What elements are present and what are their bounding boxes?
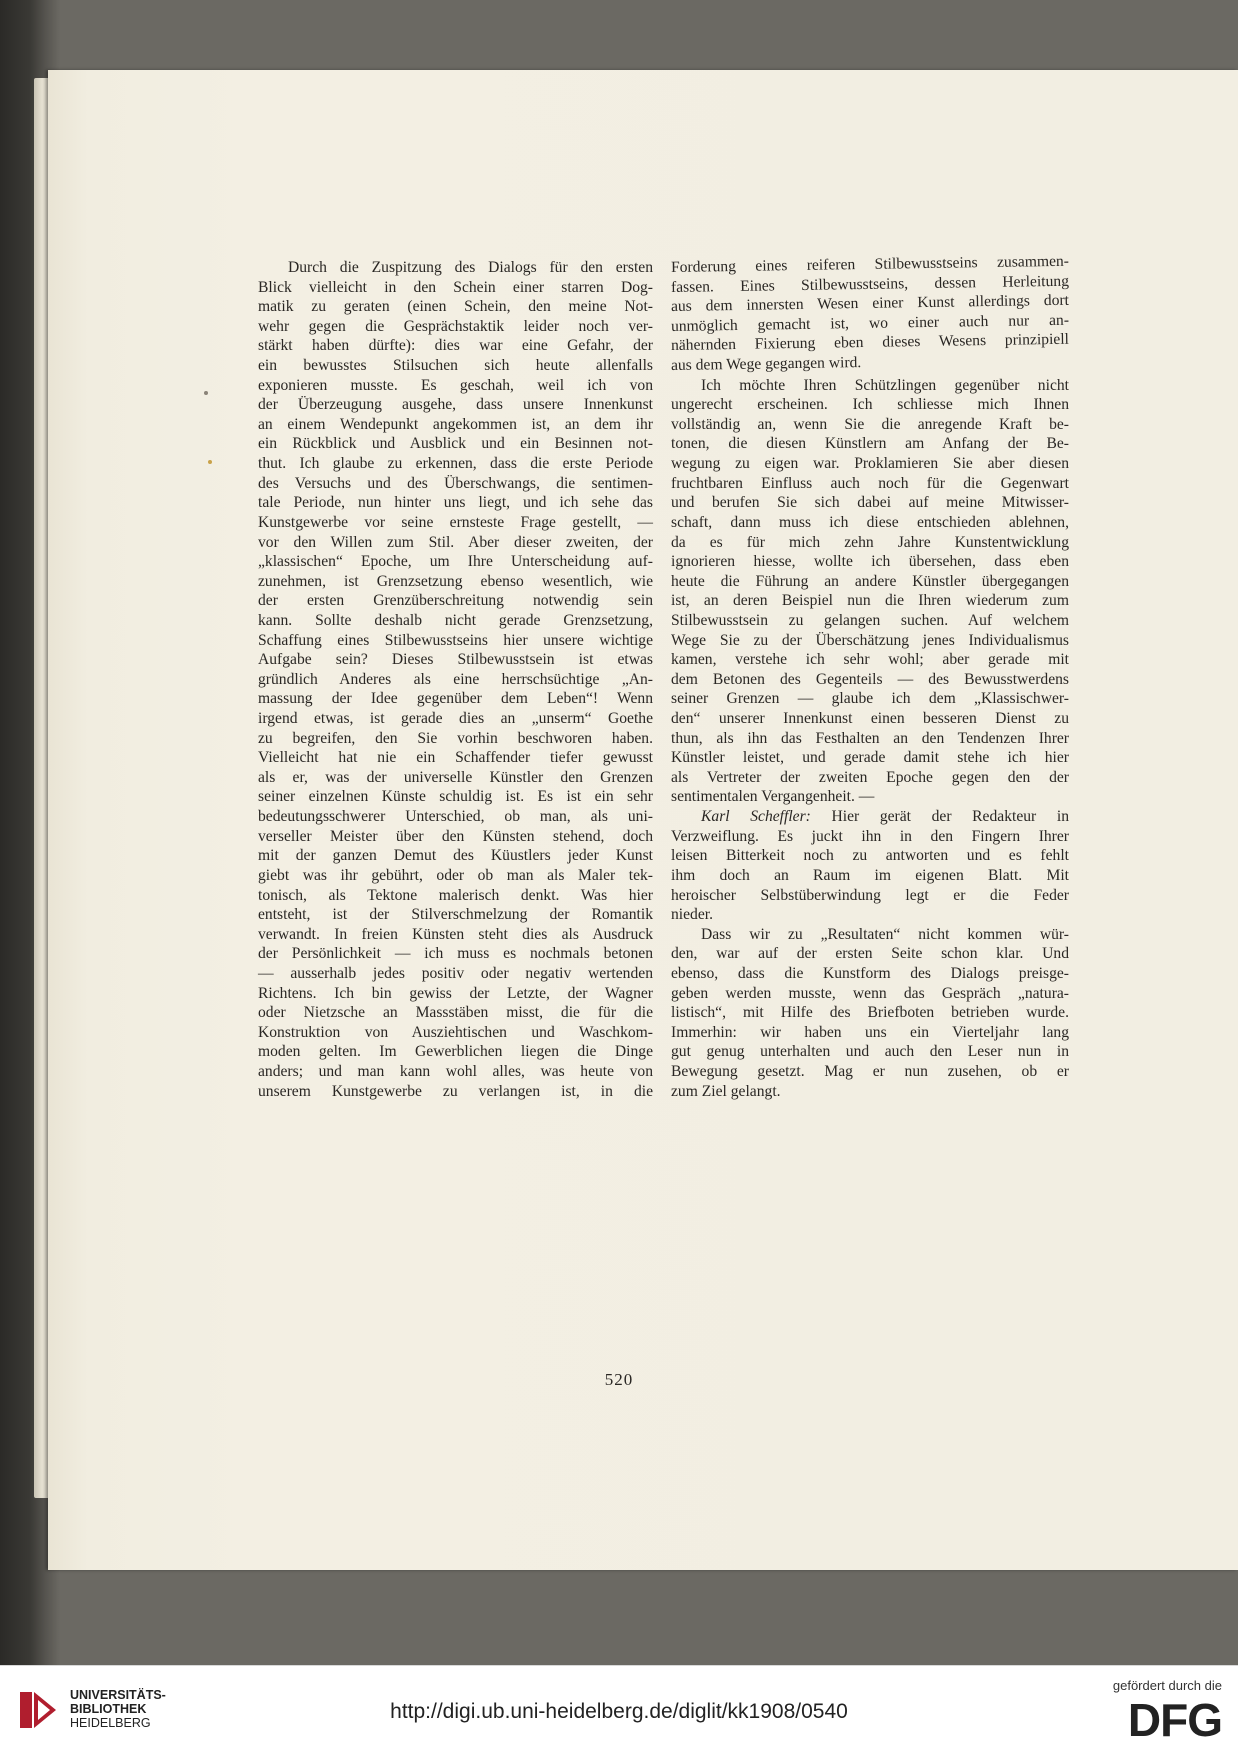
text-line: wegung zu eigen war. Proklamieren Sie aber diesen	[671, 455, 1069, 473]
left-text-column	[258, 258, 653, 1101]
text-line: Verzweiflung. Es juckt ihn in den Fingern Ihrer	[671, 827, 1069, 845]
text-line: massung der Idee gegenüber dem Leben“! Wenn	[258, 690, 653, 708]
text-line: Kunstgewerbe vor seine ernsteste Frage gestellt, —	[258, 513, 653, 531]
dfg-logo-block[interactable]	[1092, 1678, 1222, 1748]
footer-bar	[0, 1665, 1238, 1754]
funding-caption: gefördert durch die	[1112, 1678, 1222, 1693]
text-line: moden gelten. Im Gewerblichen liegen die Dinge	[258, 1043, 653, 1061]
text-line: Dass wir zu „Resultaten“ nicht kommen wür-	[701, 925, 1069, 943]
text-line: vollständig an, wenn Sie die anregende Kraft be-	[671, 415, 1069, 433]
text-line: Immerhin: wir haben uns ein Vierteljahr lang	[671, 1023, 1069, 1041]
text-line: der Persönlichkeit — ich muss es nochmals betonen	[258, 945, 653, 963]
text-line: Richtens. Ich bin gewiss der Letzte, der Wagner	[258, 984, 653, 1002]
text-line: — ausserhalb jedes positiv oder negativ wertenden	[258, 964, 653, 982]
text-line: irgend etwas, ist gerade dies an „unserm“ Goethe	[258, 710, 653, 728]
text-line: dem Betonen des Gegenteils — des Bewusstwerdens	[671, 670, 1069, 688]
text-line: ebenso, dass die Kunstform des Dialogs preisge-	[671, 964, 1069, 982]
text-line: des Versuchs und des Überschwangs, die sentimen-	[258, 474, 653, 492]
text-line: seiner Grenzen — glaube ich dem „Klassischwer-	[671, 690, 1069, 708]
text-line: fassen. Eines Stilbewusstseins, dessen Herleitung	[670, 272, 1070, 296]
text-line: kann. Sollte deshalb nicht gerade Grenzsetzung,	[258, 611, 653, 629]
text-line: Schaffung eines Stilbewusstseins hier unsere wichtige	[258, 631, 653, 649]
text-line: heute die Führung an andere Künstler übergegangen	[671, 572, 1069, 590]
text-line: stärkt haben dürfte): dies war eine Gefahr, der	[258, 337, 653, 355]
text-line: an einem Wendepunkt angekommen ist, an dem ihr	[258, 415, 653, 433]
text-line: mit der ganzen Demut des Küustlers jeder Kunst	[258, 847, 653, 865]
text-line: unserem Kunstgewerbe zu verlangen ist, in die	[258, 1082, 653, 1100]
text-line: gründlich Anderes als eine herrschsüchtige „An-	[258, 670, 653, 688]
text-line: heroischer Selbstüberwindung legt er die Feder	[671, 886, 1069, 904]
text-line: der Überzeugung ausgehe, dass unsere Innenkunst	[258, 396, 653, 414]
library-name-line: HEIDELBERG	[70, 1716, 151, 1730]
text-line: da es für mich zehn Jahre Kunstentwicklung	[671, 533, 1069, 551]
text-line: leisen Bitterkeit noch zu antworten und es fehlt	[671, 847, 1069, 865]
text-line: kamen, verstehe ich sehr wohl; aber gerade mit	[671, 651, 1069, 669]
text-line: anders; und man kann wohl alles, was heute von	[258, 1062, 653, 1080]
text-line: „klassischen“ Epoche, um Ihre Unterscheidung auf-	[258, 553, 653, 571]
text-line: nähernden Fixierung eben dieses Wesens prinzipiell	[670, 331, 1070, 355]
speaker-name: Karl Scheffler:	[701, 808, 811, 826]
text-line: Konstruktion von Ausziehtischen und Waschkom-	[258, 1023, 653, 1041]
text-line: giebt was ihr gebührt, oder ob man als Maler tek-	[258, 866, 653, 884]
text-line: matik zu geraten (einen Schein, den meine Not-	[258, 298, 653, 316]
text-line: nieder.	[671, 906, 713, 924]
library-name-line: BIBLIOTHEK	[70, 1702, 147, 1716]
speaker-text: Hier gerät der Redakteur in	[831, 808, 1069, 826]
permalink-url[interactable]: http://digi.ub.uni-heidelberg.de/diglit/kk1908/0540	[390, 1700, 848, 1723]
text-line: tale Periode, nun hinter uns liegt, und ich sehe das	[258, 494, 653, 512]
text-line: thun, als ihn das Festhalten an den Tendenzen Ihrer	[671, 729, 1069, 747]
text-line: ihm doch an Raum im eigenen Blatt. Mit	[671, 866, 1069, 884]
text-line: Vielleicht hat nie ein Schaffender tiefer gewusst	[258, 749, 653, 767]
library-name-line: UNIVERSITÄTS-	[70, 1688, 166, 1702]
text-line: listisch“, mit Hilfe des Briefboten betrieben wurde.	[671, 1004, 1069, 1022]
text-line: als Vertreter der zweiten Epoche gegen den der	[671, 768, 1069, 786]
text-line: Wege Sie zu der Überschätzung jenes Individualismus	[671, 631, 1069, 649]
text-line: tonen, die diesen Künstlern am Anfang der Be-	[671, 435, 1069, 453]
text-line: geben werden musste, wenn das Gespräch „natura-	[671, 984, 1069, 1002]
text-line: fruchtbaren Einfluss auch noch für die Gegenwart	[671, 474, 1069, 492]
dfg-logo: DFG	[1127, 1694, 1222, 1746]
margin-mark	[208, 460, 212, 464]
text-line: ein Rückblick und Ausblick und ein Besinnen not-	[258, 435, 653, 453]
text-line: den, war auf der ersten Seite schon klar. Und	[671, 945, 1069, 963]
text-line: exponieren musste. Es geschah, weil ich von	[258, 376, 653, 394]
text-line: Forderung eines reiferen Stilbewusstseins zusammen-	[670, 252, 1070, 276]
text-line: ist, an deren Beispiel nun die Ihren wiederum zum	[671, 592, 1069, 610]
page-number: 520	[604, 1370, 634, 1389]
text-line: ein bewusstes Stilsuchen sich heute allenfalls	[258, 357, 653, 375]
text-line: Durch die Zuspitzung des Dialogs für den ersten	[288, 259, 653, 276]
text-line: vor den Willen zum Stil. Aber dieser zweiten, der	[258, 533, 653, 551]
text-line: Bewegung gesetzt. Mag er nun zusehen, ob er	[671, 1062, 1069, 1080]
text-line-speaker	[671, 807, 1069, 827]
text-line: zunehmen, ist Grenzsetzung ebenso wesentlich, wie	[258, 572, 653, 590]
text-line: schaft, dann muss ich diese entschieden ablehnen,	[671, 513, 1069, 531]
text-line: oder Nietzsche an Massstäben misst, die für die	[258, 1004, 653, 1022]
text-line: bedeutungsschwerer Unterschied, ob man, als uni-	[258, 808, 653, 826]
text-line: der ersten Grenzüberschreitung notwendig sein	[258, 592, 653, 610]
text-line: als er, was der universelle Künstler den Grenzen	[258, 768, 653, 786]
text-line: Stilbewusstsein zu gelangen suchen. Auf welchem	[671, 611, 1069, 629]
text-line: verwandt. In freien Künsten steht dies als Ausdruck	[258, 925, 653, 943]
text-line: Aufgabe sein? Dieses Stilbewusstsein ist etwas	[258, 651, 653, 669]
text-line: zu begreifen, den Sie vorhin beschworen haben.	[258, 729, 653, 747]
text-line: ungerecht erscheinen. Ich schliesse mich Ihnen	[671, 396, 1069, 414]
text-line: thut. Ich glaube zu erkennen, dass die erste Periode	[258, 455, 653, 473]
text-line: sentimentalen Vergangenheit. —	[671, 788, 875, 806]
text-line: seiner einzelnen Künste schuldig ist. Es ist ein sehr	[258, 788, 653, 806]
text-line: tonisch, als Tektone malerisch denkt. Was hier	[258, 886, 653, 904]
text-line: Künstler leistet, und gerade damit stehe ich hier	[671, 749, 1069, 767]
text-line: aus dem Wege gegangen wird.	[670, 354, 862, 375]
text-line: verseller Meister über den Künsten stehend, doch	[258, 827, 653, 845]
text-line: unmöglich gemacht ist, wo einer auch nur an-	[670, 311, 1070, 335]
text-line: ignorieren hiesse, wollte ich übersehen, dass eben	[671, 553, 1069, 571]
text-line: Ich möchte Ihren Schützlingen gegenüber nicht	[701, 376, 1069, 394]
text-line: den“ unserer Innenkunst einen besseren Dienst zu	[671, 710, 1069, 728]
text-line: und berufen Sie sich dabei auf meine Mitwisser-	[671, 494, 1069, 512]
margin-mark	[204, 391, 208, 395]
text-line: zum Ziel gelangt.	[671, 1082, 781, 1100]
right-text-column	[670, 252, 1070, 1101]
text-line: wehr gegen die Gesprächstaktik leider noch ver-	[258, 317, 653, 335]
text-line: entsteht, ist der Stilverschmelzung der Romantik	[258, 906, 653, 924]
text-line: Blick vielleicht in den Schein einer starren Dog-	[258, 278, 653, 296]
text-line: aus dem innersten Wesen einer Kunst allerdings dort	[670, 291, 1070, 316]
text-line: gut genug unterhalten und auch den Leser nun in	[671, 1043, 1069, 1061]
